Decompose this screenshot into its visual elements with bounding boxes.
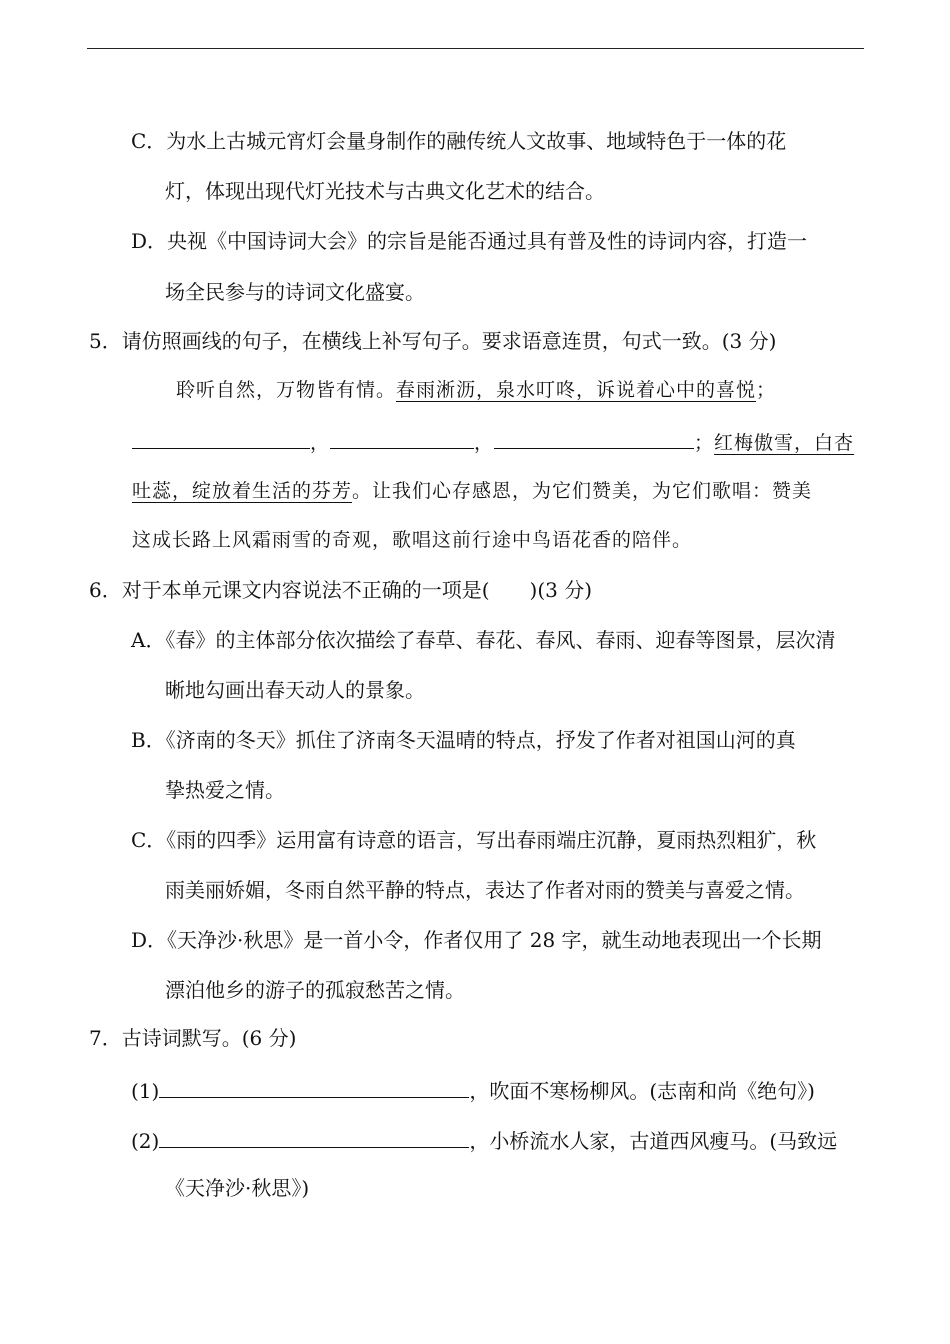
q5-passage-text: 。让我们心存感恩，为它们赞美，为它们歌唱：赞美 bbox=[352, 480, 813, 502]
q7-item-2-number: (2) bbox=[131, 1129, 160, 1153]
q6-option-b-line1: B．《济南的冬天》抓住了济南冬天温晴的特点，抒发了作者对祖国山河的真 bbox=[131, 728, 796, 752]
q5-plain-text: 聆听自然，万物皆有情。 bbox=[176, 379, 397, 401]
q6-option-c-line2: 雨美丽娇媚，冬雨自然平静的特点，表达了作者对雨的赞美与喜爱之情。 bbox=[165, 878, 805, 902]
q7-item-2-continuation: 《天净沙·秋思》) bbox=[165, 1176, 310, 1200]
q5-punct: ； bbox=[756, 379, 777, 401]
q6-option-b-line2: 挚热爱之情。 bbox=[165, 778, 285, 802]
header-rule bbox=[87, 48, 864, 49]
q6-stem: 6．对于本单元课文内容说法不正确的一项是( )(3 分) bbox=[89, 578, 593, 602]
q7-item-1-text: ，吹面不寒杨柳风。(志南和尚《绝句》) bbox=[469, 1079, 815, 1103]
q5-model-sentence-2-end: 吐蕊，绽放着生活的芬芳 bbox=[132, 480, 353, 502]
q5-answer-blank-1[interactable] bbox=[132, 428, 310, 449]
q5-model-sentence-1: 春雨淅沥，泉水叮咚，诉说着心中的喜悦 bbox=[396, 379, 757, 401]
q7-answer-blank-2[interactable] bbox=[159, 1127, 469, 1148]
q5-passage-line2 bbox=[132, 428, 854, 455]
q5-comma: ， bbox=[474, 432, 495, 454]
q5-passage-line1 bbox=[176, 378, 776, 402]
q6-option-d-line1: D．《天净沙·秋思》是一首小令，作者仅用了 28 字，就生动地表现出一个长期 bbox=[131, 928, 822, 952]
q6-option-a-line2: 晰地勾画出春天动人的景象。 bbox=[165, 678, 425, 702]
q4-option-c-line1: C．为水上古城元宵灯会量身制作的融传统人文故事、地域特色于一体的花 bbox=[131, 129, 787, 153]
q5-passage-line4: 这成长路上风霜雨雪的奇观，歌唱这前行途中鸟语花香的陪伴。 bbox=[132, 529, 693, 551]
q7-item-2-text: ，小桥流水人家，古道西风瘦马。(马致远 bbox=[469, 1129, 838, 1153]
q7-item-1-number: (1) bbox=[131, 1079, 160, 1103]
q6-option-d-line2: 漂泊他乡的游子的孤寂愁苦之情。 bbox=[165, 978, 465, 1002]
q4-option-d-line1: D．央视《中国诗词大会》的宗旨是能否通过具有普及性的诗词内容，打造一 bbox=[131, 229, 808, 253]
q5-comma: ， bbox=[310, 432, 331, 454]
q5-semicolon: ； bbox=[694, 432, 715, 454]
q7-item-2 bbox=[131, 1127, 837, 1153]
q6-option-c-line1: C．《雨的四季》运用富有诗意的语言，写出春雨端庄沉静，夏雨热烈粗犷，秋 bbox=[131, 828, 817, 852]
q4-option-c-line2: 灯，体现出现代灯光技术与古典文化艺术的结合。 bbox=[165, 179, 605, 203]
q4-option-d-line2: 场全民参与的诗词文化盛宴。 bbox=[165, 280, 425, 304]
q5-answer-blank-2[interactable] bbox=[330, 428, 474, 449]
q7-answer-blank-1[interactable] bbox=[159, 1077, 469, 1098]
q5-model-sentence-2-start: 红梅傲雪，白杏 bbox=[714, 432, 855, 454]
q7-item-1 bbox=[131, 1077, 815, 1103]
q7-stem: 7．古诗词默写。(6 分) bbox=[89, 1026, 297, 1050]
q5-stem: 5．请仿照画线的句子，在横线上补写句子。要求语意连贯，句式一致。(3 分) bbox=[89, 329, 777, 353]
q6-option-a-line1: A．《春》的主体部分依次描绘了春草、春花、春风、春雨、迎春等图景，层次清 bbox=[131, 628, 836, 652]
q5-answer-blank-3[interactable] bbox=[494, 428, 694, 449]
q5-passage-line3 bbox=[132, 479, 812, 503]
